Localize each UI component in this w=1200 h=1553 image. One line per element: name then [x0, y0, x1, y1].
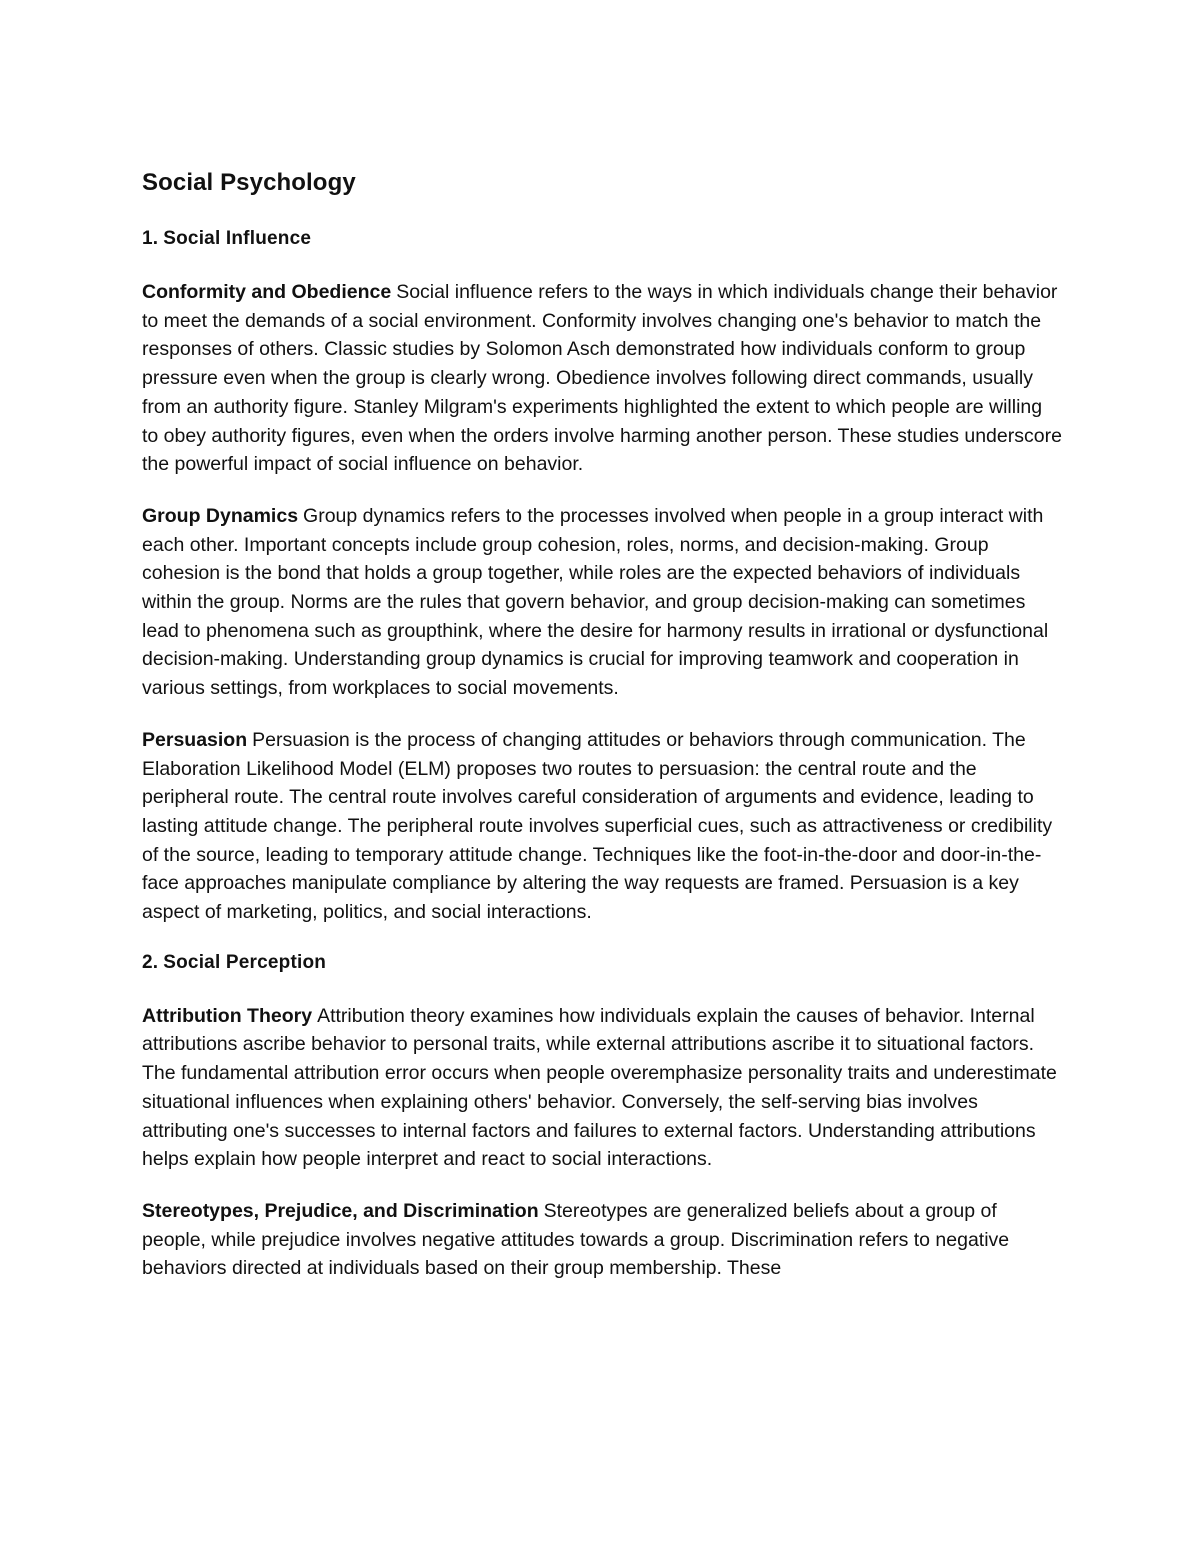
paragraph-term: Conformity and Obedience — [142, 281, 392, 303]
paragraph-term: Persuasion — [142, 728, 248, 751]
paragraph-text: Stereotypes are generalized beliefs about a group of people, while prejudice involves negative attitudes towards a group. Discrimination refers to negative behaviors directed at individuals based on their group membership. These — [142, 1199, 1010, 1280]
page-title: Social Psychology — [142, 169, 356, 196]
paragraph-conformity-obedience — [142, 278, 1062, 479]
paragraph-term: Group Dynamics — [142, 504, 299, 527]
paragraph-text: Social influence refers to the ways in which individuals change their behavior to meet the demands of a social environment. Conformity involves changing one's behavior to match the responses of others. Classic studies by Solomon Asch demonstrated how individuals conform to group pressure even when the group is clearly wrong. Obedience involves following direct commands, usually from an authority figure. Stanley Milgram's experiments highlighted the extent to which people are willing to obey authority figures, even when the orders involve harming another person. These studies underscore the powerful impact of social influence on behavior. — [142, 281, 1062, 476]
paragraph-term: Stereotypes, Prejudice, and Discrimination — [142, 1199, 539, 1222]
section-heading-social-perception — [142, 950, 1062, 976]
section-heading-social-influence — [142, 226, 1062, 252]
paragraph-text: Persuasion is the process of changing attitudes or behaviors through communication. The Elaboration Likelihood Model (ELM) proposes two routes to persuasion: the central route and the peripheral route. The central route involves careful consideration of arguments and evidence, leading to lasting attitude change. The peripheral route involves superficial cues, such as attractiveness or credibility of the source, leading to temporary attitude change. Techniques like the foot-in-the-door and door-in-the-face approaches manipulate compliance by altering the way requests are framed. Persuasion is a key aspect of marketing, politics, and social interactions. — [142, 728, 1053, 924]
section-heading-text: Social Influence — [163, 228, 312, 249]
document-body — [142, 168, 1062, 1283]
section-heading-text: Social Perception — [163, 951, 327, 973]
paragraph-persuasion — [142, 726, 1062, 927]
paragraph-text: Group dynamics refers to the processes involved when people in a group interact with each other. Important concepts include group cohesion, roles, norms, and decision-making. Group cohesion is the bond that holds a group together, while roles are the expected behaviors of individuals within the group. Norms are the rules that govern behavior, and group decision-making can sometimes lead to phenomena such as groupthink, where the desire for harmony results in irrational or dysfunctional decision-making. Understanding group dynamics is crucial for improving teamwork and cooperation in various settings, from workplaces to social movements. — [142, 504, 1049, 700]
section-number: 2. — [142, 951, 159, 973]
section-number: 1. — [142, 228, 159, 249]
paragraph-text: Attribution theory examines how individuals explain the causes of behavior. Internal attributions ascribe behavior to personal traits, while external attributions ascribe it to situational factors. The fundamental attribution error occurs when people overemphasize personality traits and underestimate situational influences when explaining others' behavior. Conversely, the self-serving bias involves attributing one's successes to internal factors and failures to external factors. Understanding attributions helps explain how people interpret and react to social interactions. — [142, 1004, 1057, 1171]
paragraph-stereotypes-prejudice — [142, 1197, 1062, 1283]
paragraph-group-dynamics — [142, 502, 1062, 703]
paragraph-attribution-theory — [142, 1002, 1062, 1174]
paragraph-term: Attribution Theory — [142, 1004, 313, 1027]
